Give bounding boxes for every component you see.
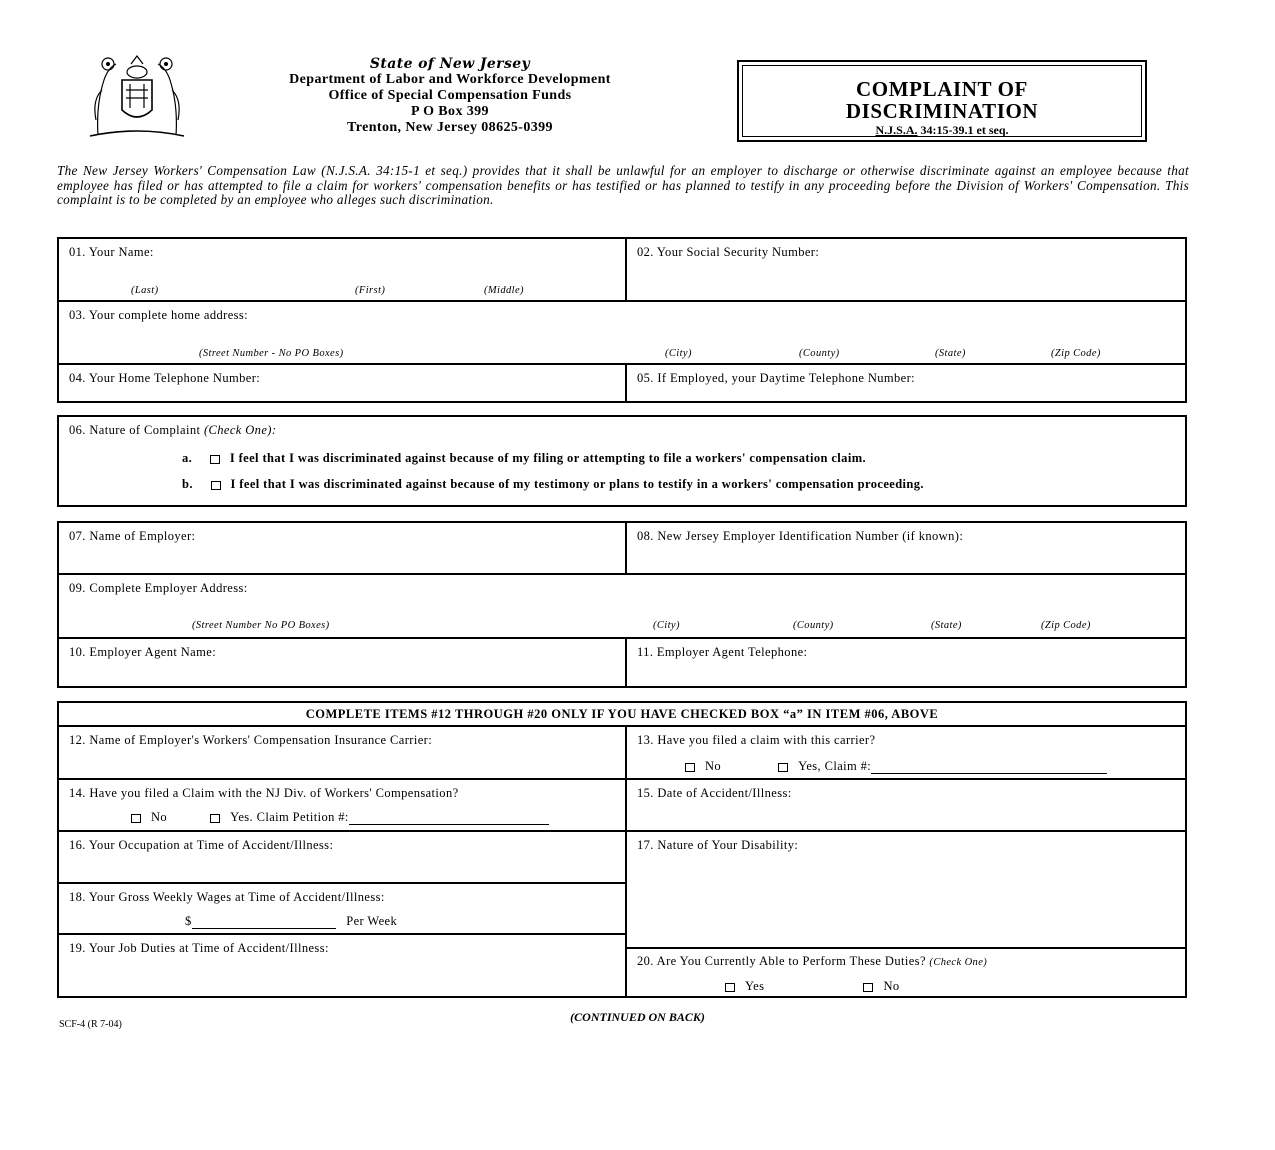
- agency-city: Trenton, New Jersey 08625-0399: [347, 120, 553, 135]
- disability-nature-field[interactable]: 17. Nature of Your Disability:: [637, 838, 799, 852]
- daytime-phone-field[interactable]: 05. If Employed, your Daytime Telephone Number:: [637, 371, 916, 385]
- department-name: Department of Labor and Workforce Development: [289, 72, 611, 87]
- employer-agent-name-field[interactable]: 10. Employer Agent Name:: [69, 645, 217, 659]
- items-12-20-banner: COMPLETE ITEMS #12 THROUGH #20 ONLY IF YOU HAVE CHECKED BOX “a” IN ITEM #06, ABOVE: [305, 707, 939, 721]
- carrier-claim-number-input[interactable]: [871, 773, 1107, 774]
- able-no-checkbox[interactable]: [863, 983, 873, 992]
- employer-info-section: [57, 521, 1187, 688]
- form-number: SCF-4 (R 7-04): [59, 1019, 122, 1030]
- form-title-line1: COMPLAINT OF: [856, 77, 1028, 101]
- po-box: P O Box 399: [411, 104, 489, 119]
- nj-division-claim-question: 14. Have you filed a Claim with the NJ Div. of Workers' Compensation? No Yes. Claim Petition #:: [59, 780, 625, 830]
- occupation-field[interactable]: 16. Your Occupation at Time of Accident/Illness:: [69, 838, 334, 852]
- nj-claim-no-checkbox[interactable]: [131, 814, 141, 823]
- carrier-claim-question: 13. Have you filed a claim with this carrier? No Yes, Claim #:: [627, 727, 1187, 778]
- office-name: Office of Special Compensation Funds: [328, 88, 572, 103]
- employer-name-field[interactable]: 07. Name of Employer:: [69, 529, 196, 543]
- ssn-field[interactable]: 02. Your Social Security Number:: [637, 245, 820, 259]
- home-address-field[interactable]: 03. Your complete home address: (Street Number - No PO Boxes) (City) (County) (State) (Zip Code): [69, 308, 1101, 359]
- claim-details-section: [57, 701, 1187, 998]
- employer-agent-phone-field[interactable]: 11. Employer Agent Telephone:: [637, 645, 808, 659]
- form-title-box: [737, 60, 1147, 142]
- home-phone-field[interactable]: 04. Your Home Telephone Number:: [69, 371, 261, 385]
- able-to-perform-question: 20. Are You Currently Able to Perform These Duties? (Check One) Yes No: [637, 954, 988, 993]
- job-duties-field[interactable]: 19. Your Job Duties at Time of Accident/Illness:: [69, 941, 329, 955]
- checkbox-b[interactable]: [211, 481, 221, 490]
- carrier-claim-yes-checkbox[interactable]: [778, 763, 788, 772]
- state-seal-icon: [78, 50, 196, 140]
- continued-on-back: (CONTINUED ON BACK): [570, 1010, 705, 1024]
- carrier-claim-no-checkbox[interactable]: [685, 763, 695, 772]
- employer-id-field[interactable]: 08. New Jersey Employer Identification Number (if known):: [637, 529, 964, 543]
- option-a: a. I feel that I was discriminated against because of my filing or attempting to file a workers' compensation claim.: [182, 451, 867, 465]
- employer-address-field[interactable]: 09. Complete Employer Address: (Street Number No PO Boxes) (City) (County) (State) (Zip Code): [69, 581, 1091, 631]
- insurance-carrier-field[interactable]: 12. Name of Employer's Workers' Compensation Insurance Carrier:: [69, 733, 433, 747]
- claim-petition-number-input[interactable]: [349, 824, 549, 825]
- agency-header: [215, 56, 685, 136]
- form-title-line2: DISCRIMINATION: [845, 99, 1039, 123]
- name-field[interactable]: 01. Your Name: (Last) (First) (Middle): [69, 245, 524, 296]
- personal-info-section: [57, 237, 1187, 403]
- state-name: State of New Jersey: [369, 56, 531, 72]
- option-b: b. I feel that I was discriminated against because of my testimony or plans to testify in a workers' compensation proceeding.: [182, 477, 924, 491]
- nj-claim-yes-checkbox[interactable]: [210, 814, 220, 823]
- complaint-nature-section: 06. Nature of Complaint (Check One): a. I feel that I was discriminated against because of my filing or attempting to file a workers' compensation claim. b. I feel that I was discriminated against because of my testimony or plans to testify in a workers' compensation proceeding.: [57, 415, 1187, 507]
- checkbox-a[interactable]: [210, 455, 220, 464]
- statute-reference: N.J.S.A. 34:15-39.1 et seq.: [875, 123, 1009, 137]
- accident-date-field[interactable]: 15. Date of Accident/Illness:: [637, 786, 792, 800]
- intro-paragraph: The New Jersey Workers' Compensation Law (N.J.S.A. 34:15-1 et seq.) provides that it shall be unlawful for an employer to discharge or otherwise discriminate against an employee because that employee has filed or has attempted to file a claim for workers' compensation benefits or has testified or has planned to testify in any proceeding before the Division of Workers' Compensation. This complaint is to be completed by an employee who alleges such discrimination.: [57, 163, 1189, 207]
- weekly-wages-input[interactable]: [192, 928, 336, 929]
- able-yes-checkbox[interactable]: [725, 983, 735, 992]
- weekly-wages-field: 18. Your Gross Weekly Wages at Time of Accident/Illness: $ Per Week: [69, 890, 398, 928]
